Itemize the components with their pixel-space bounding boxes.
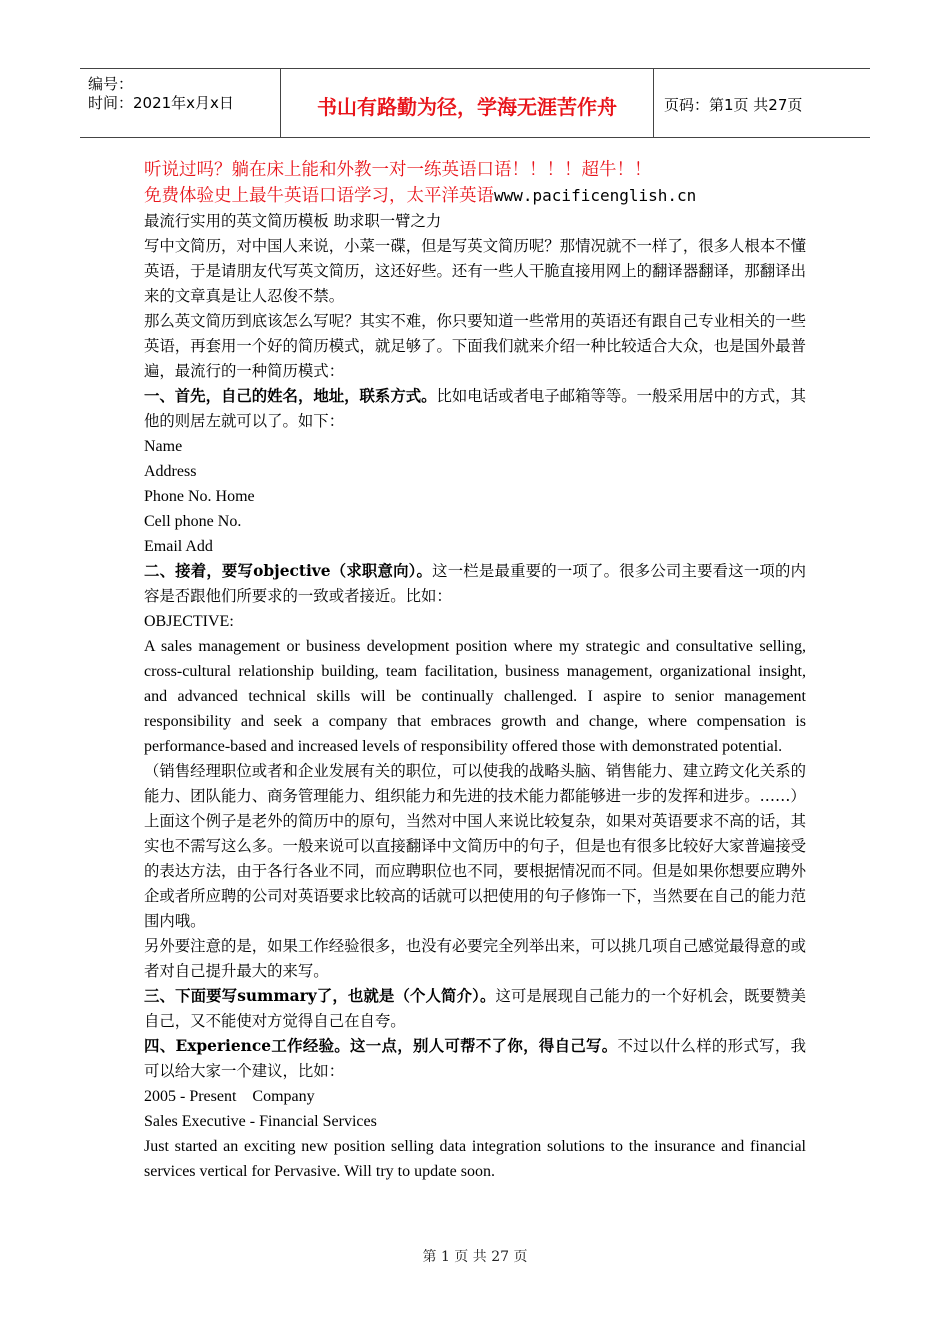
header-meta-cell bbox=[80, 69, 281, 137]
section-1 bbox=[144, 384, 806, 434]
section-4-text: 不过以什么样的形式写，我可以给大家一个建议，比如： bbox=[144, 1037, 806, 1080]
section-4-heading: 四、Experience工作经验。这一点，别人可帮不了你，得自己写。 bbox=[144, 1037, 618, 1055]
date-label: 时间：2021年x月x日 bbox=[88, 94, 234, 112]
intro-paragraph-1: 写中文简历，对中国人来说，小菜一碟，但是写英文简历呢？那情况就不一样了，很多人根本不懂英语，于是请朋友代写英文简历，这还好些。还有一些人干脆直接用网上的翻译器翻译，那翻译出来的文章真是让人忍俊不禁。 bbox=[144, 237, 806, 305]
ad-url: www.pacificenglish.cn bbox=[494, 186, 697, 205]
experience-description: Just started an exciting new position selling data integration solutions to the insurance and financial services vertical for Pervasive. Will try to update soon. bbox=[144, 1138, 806, 1180]
ad-line-2-text: 免费体验史上最牛英语口语学习，太平洋英语 bbox=[144, 186, 494, 206]
header-table bbox=[80, 68, 870, 138]
objective-translation: （销售经理职位或者和企业发展有关的职位，可以使我的战略头脑、销售能力、建立跨文化关系的能力、团队能力、商务管理能力、组织能力和先进的技术能力都能够进一步的发挥和进步。……） bbox=[144, 762, 806, 805]
section-2-heading: 二、接着，要写objective（求职意向）。 bbox=[144, 562, 433, 580]
section-2-text: 这一栏是最重要的一项了。很多公司主要看这一项的内容是否跟他们所要求的一致或者接近。比如： bbox=[144, 562, 806, 605]
section-4 bbox=[144, 1034, 806, 1084]
section-1-text: 比如电话或者电子邮箱等等。一般采用居中的方式，其他的则居左就可以了。如下： bbox=[144, 387, 806, 430]
page-footer: 第 1 页 共 27 页 bbox=[422, 1249, 528, 1265]
contact-field-email: Email Add bbox=[144, 538, 213, 555]
document-body bbox=[144, 158, 806, 1184]
motto: 书山有路勤为径，学海无涯苦作舟 bbox=[317, 95, 617, 119]
note-paragraph-2: 另外要注意的是，如果工作经验很多，也没有必要完全列举出来，可以挑几项自己感觉最得意的或者对自己提升最大的来写。 bbox=[144, 937, 806, 980]
ad-line-2 bbox=[144, 183, 806, 209]
experience-title: Sales Executive - Financial Services bbox=[144, 1113, 377, 1130]
objective-label: OBJECTIVE: bbox=[144, 613, 234, 630]
section-3 bbox=[144, 984, 806, 1034]
section-3-text: 这可是展现自己能力的一个好机会，既要赞美自己，又不能使对方觉得自己在自夸。 bbox=[144, 987, 806, 1030]
contact-field-phone-home: Phone No. Home bbox=[144, 488, 255, 505]
serial-label: 编号： bbox=[88, 75, 134, 93]
section-2 bbox=[144, 559, 806, 609]
ad-line-1: 听说过吗？躺在床上能和外教一对一练英语口语！！！！超牛！！ bbox=[144, 160, 652, 180]
objective-text: A sales management or business development position where my strategic and consultative selling, cross-cultural relationship building, team facilitation, business management, organizational insight, and advanced technical skills will be continually challenged. I aspire to senior management responsibility and seek a company that embraces growth and change, where compensation is performance-based and increased levels of responsibility offered those with demonstrated potential. bbox=[144, 638, 806, 755]
contact-field-address: Address bbox=[144, 463, 197, 480]
section-3-heading: 三、下面要写summary了，也就是（个人简介）。 bbox=[144, 987, 496, 1005]
contact-field-cell-phone: Cell phone No. bbox=[144, 513, 242, 530]
article-title: 最流行实用的英文简历模板 助求职一臂之力 bbox=[144, 212, 442, 230]
page-label: 页码：第1页 共27页 bbox=[664, 96, 803, 114]
contact-field-name: Name bbox=[144, 438, 183, 455]
intro-paragraph-2: 那么英文简历到底该怎么写呢？其实不难，你只要知道一些常用的英语还有跟自己专业相关的一些英语，再套用一个好的简历模式，就足够了。下面我们就来介绍一种比较适合大众，也是国外最普遍，最流行的一种简历模式： bbox=[144, 312, 806, 380]
note-paragraph-1: 上面这个例子是老外的简历中的原句，当然对中国人来说比较复杂，如果对英语要求不高的话，其实也不需写这么多。一般来说可以直接翻译中文简历中的句子，但是也有很多比较好大家普遍接受的表达方法，由于各行各业不同，而应聘职位也不同，要根据情况而不同。但是如果你想要应聘外企或者所应聘的公司对英语要求比较高的话就可以把使用的句子修饰一下，当然要在自己的能力范围内哦。 bbox=[144, 812, 806, 930]
section-1-heading: 一、首先，自己的姓名，地址，联系方式。 bbox=[144, 387, 437, 405]
header-page-cell bbox=[654, 69, 870, 137]
header-motto-cell bbox=[281, 69, 654, 137]
experience-dates-company: 2005 - Present Company bbox=[144, 1088, 315, 1105]
